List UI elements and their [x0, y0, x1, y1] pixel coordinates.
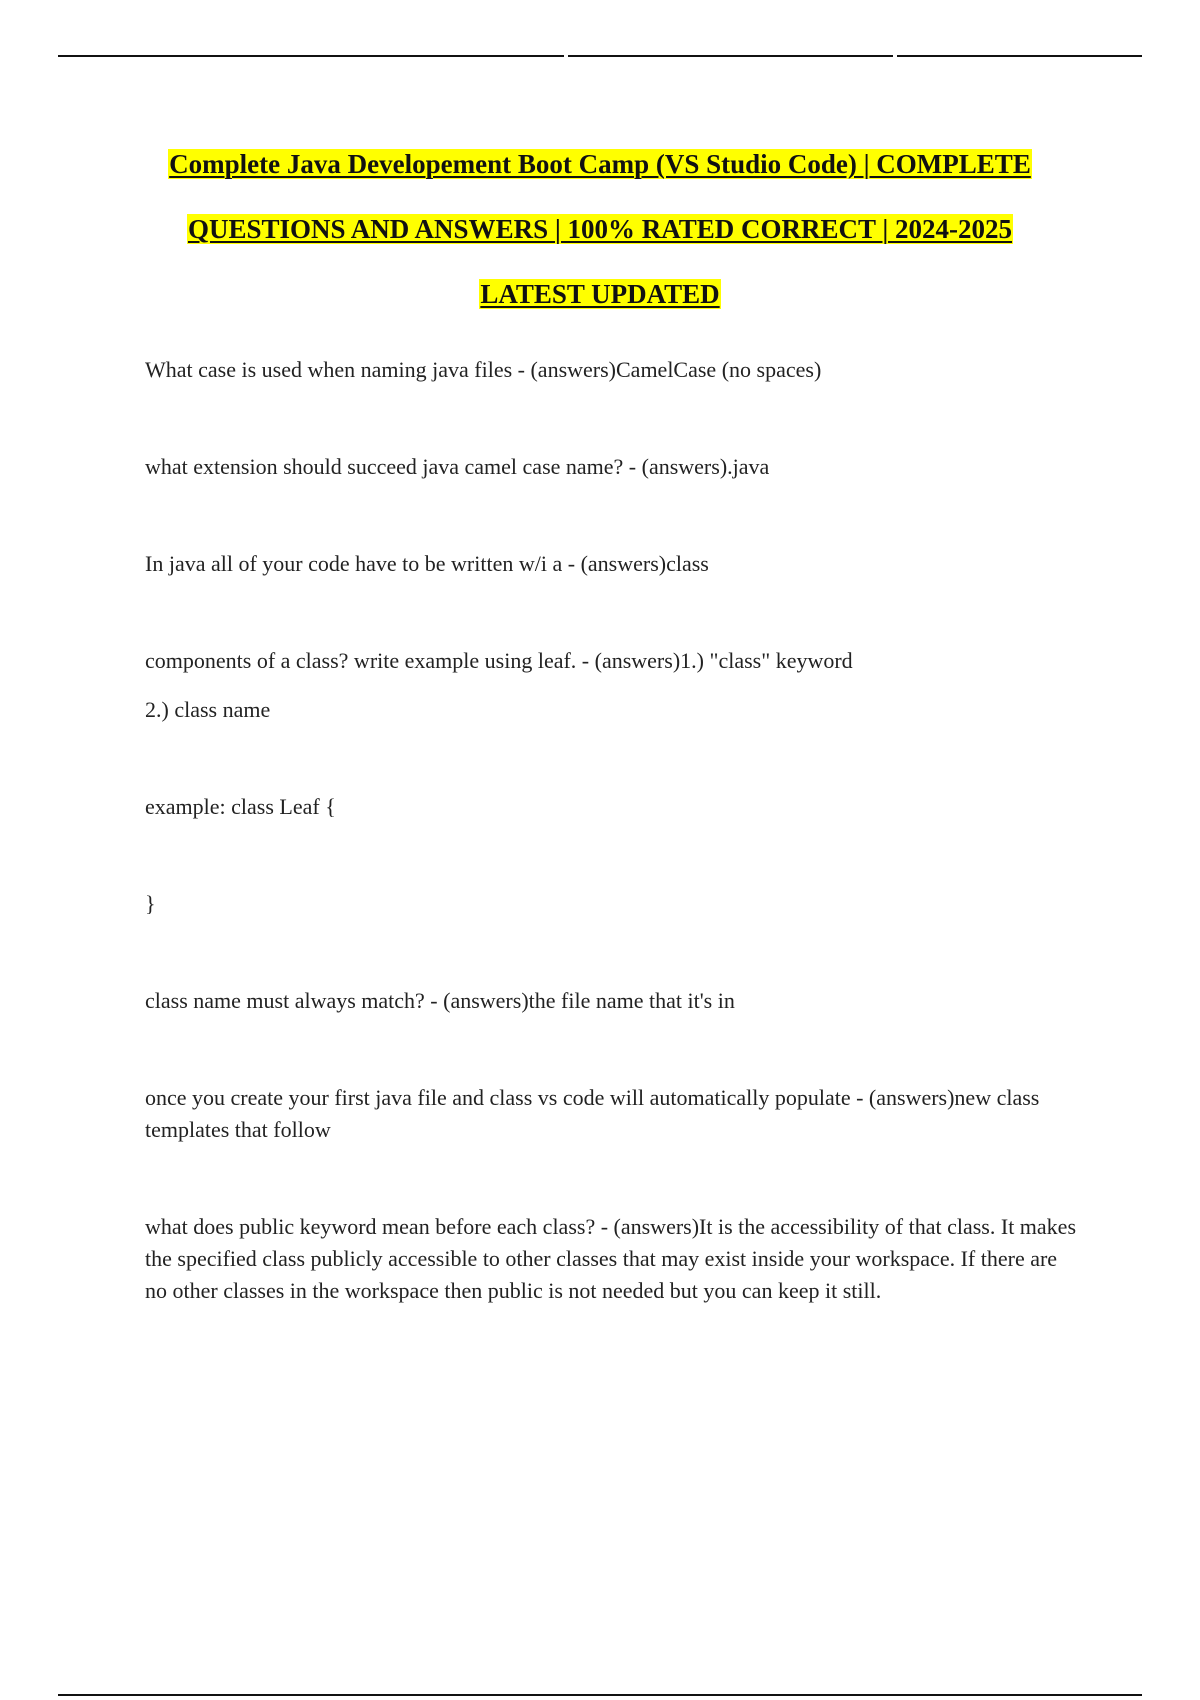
- title-line-1: Complete Java Developement Boot Camp (VS Studio Code) | COMPLETE: [169, 149, 1031, 179]
- qa-paragraph-file-extension: what extension should succeed java camel case name? - (answers).java: [145, 454, 770, 479]
- top-rule: [58, 55, 1142, 57]
- qa-paragraph-class-name-item: 2.) class name: [145, 697, 271, 722]
- rule-gap: [893, 54, 897, 58]
- title-line-2: QUESTIONS AND ANSWERS | 100% RATED CORRECT | 2024-2025: [187, 214, 1013, 244]
- qa-paragraph-class-components: components of a class? write example using leaf. - (answers)1.) "class" keyword: [145, 648, 853, 673]
- qa-paragraph-file-naming: What case is used when naming java files - (answers)CamelCase (no spaces): [145, 357, 822, 382]
- bottom-rule: [58, 1694, 1142, 1696]
- qa-paragraph-example-open: example: class Leaf {: [145, 794, 336, 819]
- document-title: [80, 142, 1120, 337]
- qa-paragraph-class-name-match: class name must always match? - (answers)the file name that it's in: [145, 988, 735, 1013]
- title-line-3: LATEST UPDATED: [480, 279, 720, 309]
- qa-paragraph-public-keyword: what does public keyword mean before each class? - (answers)It is the accessibility of that class. It makes the specified class publicly accessible to other classes that may exist inside your workspace. If there are no other classes in the workspace then public is not needed but you can keep it still.: [145, 1214, 1077, 1303]
- qa-paragraph-auto-populate: once you create your first java file and class vs code will automatically populate - (answers)new class templates that follow: [145, 1085, 1040, 1142]
- qa-paragraph-class-wrapper: In java all of your code have to be written w/i a - (answers)class: [145, 551, 709, 576]
- qa-paragraph-example-close: }: [145, 891, 156, 916]
- rule-gap: [564, 54, 568, 58]
